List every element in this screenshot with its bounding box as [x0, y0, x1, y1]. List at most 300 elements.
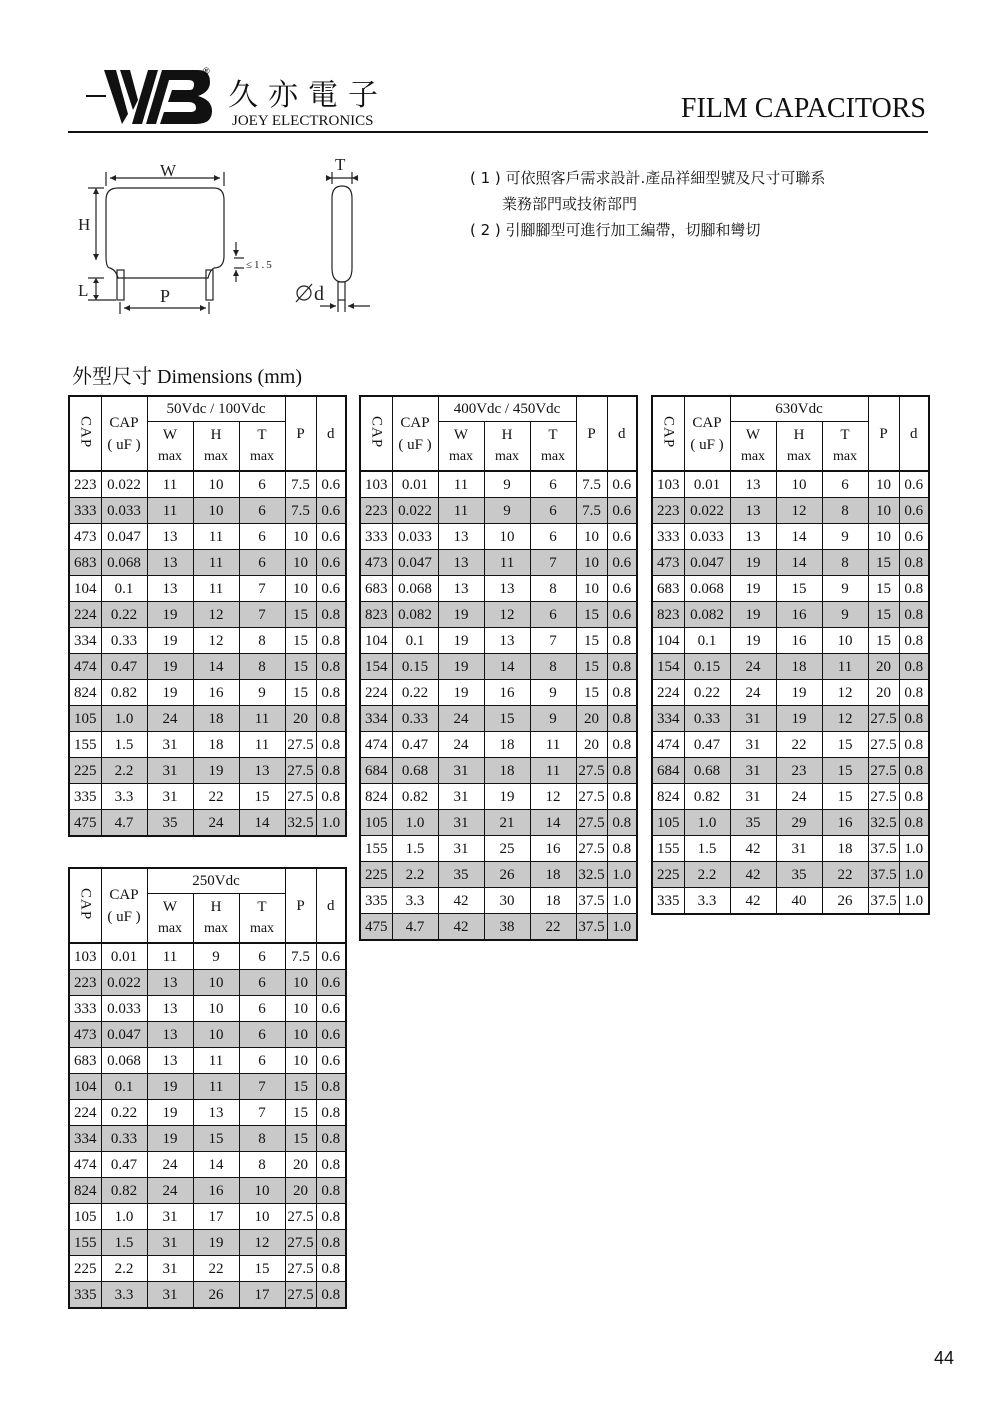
table-row: [652, 471, 929, 498]
cell-thickness: 11: [530, 732, 576, 758]
note-2: ( 2 ) 引腳腳型可進行加工編帶，切腳和彎切: [470, 221, 761, 239]
cell-capacitance: 0.82: [392, 784, 438, 810]
note-1: ( 1 ) 可依照客戶需求設計.產品祥細型號及尺寸可聯系: [470, 169, 826, 187]
cell-pitch: 15: [576, 628, 607, 654]
cell-capacitance: 1.5: [101, 732, 147, 758]
cell-pitch: 32.5: [285, 810, 316, 837]
cell-height: 31: [776, 836, 822, 862]
column-header-t-max: max: [249, 449, 275, 464]
brand-name-english: JOEY ELECTRONICS: [232, 113, 374, 129]
page-number: 44: [933, 1348, 954, 1368]
cell-cap-code: 223: [69, 471, 101, 498]
cell-lead-diameter: 0.6: [899, 498, 929, 524]
cell-lead-diameter: 0.8: [899, 654, 929, 680]
cell-capacitance: 0.47: [101, 654, 147, 680]
cell-width: 11: [147, 498, 193, 524]
cell-height: 11: [193, 1074, 239, 1100]
cell-width: 19: [730, 576, 776, 602]
cell-capacitance: 4.7: [101, 810, 147, 837]
cell-lead-diameter: 0.6: [316, 970, 346, 996]
table-row: [360, 758, 637, 784]
voltage-rating: 250Vdc: [147, 868, 285, 894]
cell-capacitance: 0.01: [101, 943, 147, 970]
cell-lead-diameter: 0.6: [316, 1022, 346, 1048]
cell-thickness: 17: [239, 1282, 285, 1309]
cell-thickness: 6: [239, 550, 285, 576]
cell-width: 42: [730, 862, 776, 888]
cell-width: 31: [730, 732, 776, 758]
cell-cap-code: 225: [652, 862, 684, 888]
cell-capacitance: 0.033: [101, 498, 147, 524]
table-row: [360, 550, 637, 576]
column-header-t-label: T: [840, 427, 850, 443]
cell-capacitance: 0.01: [392, 471, 438, 498]
cell-cap-code: 473: [360, 550, 392, 576]
cell-height: 18: [776, 654, 822, 680]
cell-width: 31: [147, 1230, 193, 1256]
brand-name-chinese: 久亦電子: [228, 78, 388, 113]
cell-width: 13: [147, 996, 193, 1022]
cell-height: 14: [193, 654, 239, 680]
label-d: d: [314, 283, 324, 305]
cell-lead-diameter: 0.8: [316, 1256, 346, 1282]
cell-width: 13: [147, 970, 193, 996]
cell-width: 19: [438, 602, 484, 628]
cell-capacitance: 0.1: [684, 628, 730, 654]
cell-pitch: 15: [576, 602, 607, 628]
cell-height: 12: [776, 498, 822, 524]
cell-cap-code: 474: [69, 1152, 101, 1178]
cell-width: 19: [147, 602, 193, 628]
cell-cap-code: 333: [69, 996, 101, 1022]
cell-capacitance: 0.33: [392, 706, 438, 732]
table-row: [360, 914, 637, 941]
column-header-d: d: [316, 868, 346, 943]
cell-pitch: 20: [285, 706, 316, 732]
cell-capacitance: 0.033: [684, 524, 730, 550]
cell-thickness: 9: [822, 524, 868, 550]
cell-cap-code: 683: [360, 576, 392, 602]
cell-pitch: 10: [868, 471, 899, 498]
cell-cap-code: 824: [652, 784, 684, 810]
cell-lead-diameter: 0.8: [899, 758, 929, 784]
cell-thickness: 6: [530, 471, 576, 498]
cell-cap-code: 333: [360, 524, 392, 550]
company-logo: [86, 64, 214, 128]
cell-pitch: 20: [576, 706, 607, 732]
table-row: [69, 498, 346, 524]
cell-pitch: 27.5: [285, 1230, 316, 1256]
cell-width: 35: [147, 810, 193, 837]
cell-lead-diameter: 1.0: [607, 862, 637, 888]
cell-pitch: 37.5: [868, 862, 899, 888]
cell-pitch: 10: [285, 996, 316, 1022]
cell-height: 22: [193, 784, 239, 810]
cell-capacitance: 0.047: [101, 1022, 147, 1048]
cell-cap-code: 473: [69, 524, 101, 550]
cell-cap-code: 104: [69, 576, 101, 602]
cell-thickness: 6: [822, 471, 868, 498]
cell-thickness: 9: [530, 680, 576, 706]
cell-thickness: 12: [239, 1230, 285, 1256]
column-header-p: P: [285, 396, 316, 471]
cell-thickness: 7: [530, 550, 576, 576]
cell-height: 19: [484, 784, 530, 810]
cell-lead-diameter: 1.0: [899, 836, 929, 862]
table-row: [69, 602, 346, 628]
cell-capacitance: 0.22: [101, 1100, 147, 1126]
cell-capacitance: 0.033: [101, 996, 147, 1022]
cell-thickness: 6: [239, 524, 285, 550]
column-header-t-label: T: [257, 899, 267, 915]
cell-width: 19: [147, 680, 193, 706]
column-header-h-label: H: [210, 427, 222, 443]
cell-cap-code: 104: [652, 628, 684, 654]
cell-pitch: 27.5: [576, 810, 607, 836]
table-row: [360, 471, 637, 498]
cell-lead-diameter: 0.8: [316, 1074, 346, 1100]
label-l: L: [78, 281, 89, 300]
cell-cap-code: 684: [360, 758, 392, 784]
cell-pitch: 27.5: [868, 706, 899, 732]
column-header-h: [776, 422, 822, 472]
cell-width: 42: [730, 888, 776, 915]
table-row: [69, 784, 346, 810]
cell-pitch: 37.5: [576, 888, 607, 914]
table-row: [69, 1126, 346, 1152]
cell-width: 11: [438, 471, 484, 498]
cell-height: 40: [776, 888, 822, 915]
registered-mark: ®: [203, 66, 210, 76]
column-header-t: [530, 422, 576, 472]
cell-cap-code: 103: [360, 471, 392, 498]
cell-capacitance: 0.022: [392, 498, 438, 524]
cell-cap-code: 475: [360, 914, 392, 941]
capacitance-label: CAP: [400, 414, 430, 431]
cell-cap-code: 225: [360, 862, 392, 888]
cell-thickness: 9: [822, 576, 868, 602]
capacitance-label: CAP: [109, 886, 139, 903]
cell-pitch: 37.5: [868, 888, 899, 915]
cell-capacitance: 0.68: [684, 758, 730, 784]
cell-capacitance: 0.22: [392, 680, 438, 706]
cell-thickness: 15: [822, 758, 868, 784]
table-row: [69, 1282, 346, 1309]
cell-capacitance: 0.082: [392, 602, 438, 628]
cell-thickness: 8: [239, 654, 285, 680]
cell-thickness: 9: [239, 680, 285, 706]
cell-height: 10: [193, 498, 239, 524]
cell-height: 10: [193, 1022, 239, 1048]
cell-cap-code: 105: [69, 706, 101, 732]
cell-pitch: 27.5: [285, 732, 316, 758]
cell-capacitance: 0.47: [101, 1152, 147, 1178]
label-lead-length: ≤1.5: [246, 259, 274, 271]
cell-capacitance: 1.5: [392, 836, 438, 862]
section-title-english: Dimensions (mm): [157, 366, 302, 388]
column-header-capacitance: [684, 396, 730, 471]
column-header-w-label: W: [745, 427, 761, 443]
cell-height: 11: [193, 576, 239, 602]
cell-pitch: 15: [285, 602, 316, 628]
cell-height: 19: [776, 706, 822, 732]
table-row: [69, 706, 346, 732]
cell-capacitance: 0.068: [101, 1048, 147, 1074]
cell-thickness: 9: [822, 602, 868, 628]
cell-height: 22: [193, 1256, 239, 1282]
cell-capacitance: 2.2: [684, 862, 730, 888]
cell-capacitance: 2.2: [101, 758, 147, 784]
cell-height: 14: [193, 1152, 239, 1178]
cell-cap-code: 334: [652, 706, 684, 732]
column-header-p: P: [576, 396, 607, 471]
column-header-w-max: max: [448, 449, 474, 464]
column-header-capacitance: [101, 868, 147, 943]
cell-capacitance: 0.47: [684, 732, 730, 758]
cell-width: 24: [730, 654, 776, 680]
table-row: [360, 836, 637, 862]
cell-capacitance: 3.3: [101, 784, 147, 810]
column-header-d: d: [316, 396, 346, 471]
table-row: [69, 550, 346, 576]
label-t: T: [335, 155, 346, 174]
cell-capacitance: 1.0: [684, 810, 730, 836]
cell-width: 31: [730, 706, 776, 732]
cell-lead-diameter: 0.8: [899, 628, 929, 654]
table-row: [652, 732, 929, 758]
cell-height: 11: [193, 550, 239, 576]
cell-pitch: 20: [868, 680, 899, 706]
cell-width: 13: [147, 576, 193, 602]
cell-height: 13: [193, 1100, 239, 1126]
cell-pitch: 10: [285, 550, 316, 576]
cell-width: 13: [730, 498, 776, 524]
cell-pitch: 15: [285, 654, 316, 680]
cell-thickness: 14: [239, 810, 285, 837]
cell-cap-code: 474: [360, 732, 392, 758]
table-row: [652, 550, 929, 576]
cell-height: 11: [484, 550, 530, 576]
column-header-cap-code-label: CAP: [660, 415, 677, 449]
cell-height: 16: [484, 680, 530, 706]
table-row: [69, 576, 346, 602]
column-header-w: [730, 422, 776, 472]
cell-lead-diameter: 0.8: [316, 1204, 346, 1230]
table-row: [652, 498, 929, 524]
cell-lead-diameter: 0.8: [316, 1230, 346, 1256]
cell-lead-diameter: 0.8: [607, 628, 637, 654]
cell-width: 13: [438, 550, 484, 576]
cell-pitch: 27.5: [285, 1256, 316, 1282]
cell-capacitance: 0.68: [392, 758, 438, 784]
cell-pitch: 10: [285, 576, 316, 602]
table-row: [69, 471, 346, 498]
table-row: [360, 862, 637, 888]
table-row: [69, 996, 346, 1022]
column-header-h-max: max: [494, 449, 520, 464]
cell-thickness: 7: [530, 628, 576, 654]
cell-cap-code: 103: [69, 943, 101, 970]
column-header-cap-code: [360, 396, 392, 471]
column-header-w-label: W: [162, 427, 178, 443]
cell-width: 13: [730, 524, 776, 550]
cell-width: 31: [438, 836, 484, 862]
cell-pitch: 27.5: [868, 758, 899, 784]
cell-height: 16: [776, 628, 822, 654]
cell-width: 19: [438, 628, 484, 654]
voltage-rating: 400Vdc / 450Vdc: [438, 396, 576, 422]
cell-width: 19: [147, 1074, 193, 1100]
cell-height: 11: [193, 1048, 239, 1074]
cell-cap-code: 473: [652, 550, 684, 576]
cell-width: 13: [438, 576, 484, 602]
cell-capacitance: 3.3: [101, 1282, 147, 1309]
table-row: [652, 810, 929, 836]
column-header-cap-code: [652, 396, 684, 471]
cell-thickness: 7: [239, 602, 285, 628]
cell-pitch: 20: [285, 1152, 316, 1178]
cell-thickness: 16: [822, 810, 868, 836]
cell-lead-diameter: 1.0: [607, 888, 637, 914]
cell-pitch: 27.5: [868, 784, 899, 810]
cell-capacitance: 0.82: [101, 680, 147, 706]
cell-thickness: 11: [239, 732, 285, 758]
cell-capacitance: 1.5: [684, 836, 730, 862]
column-header-w: [147, 894, 193, 944]
cell-capacitance: 0.022: [101, 471, 147, 498]
cell-lead-diameter: 0.6: [316, 471, 346, 498]
cell-pitch: 37.5: [576, 914, 607, 941]
cell-cap-code: 335: [69, 1282, 101, 1309]
table-row: [652, 706, 929, 732]
cell-pitch: 15: [285, 1074, 316, 1100]
table-row: [69, 628, 346, 654]
cell-lead-diameter: 1.0: [316, 810, 346, 837]
cell-pitch: 7.5: [285, 498, 316, 524]
cell-thickness: 6: [239, 970, 285, 996]
column-header-capacitance: [101, 396, 147, 471]
cell-height: 15: [193, 1126, 239, 1152]
column-header-cap-code-label: CAP: [368, 415, 385, 449]
cell-pitch: 7.5: [576, 498, 607, 524]
cell-height: 9: [484, 471, 530, 498]
cell-lead-diameter: 0.8: [316, 654, 346, 680]
cell-height: 19: [193, 1230, 239, 1256]
cell-lead-diameter: 0.6: [607, 576, 637, 602]
cell-pitch: 32.5: [868, 810, 899, 836]
cell-width: 19: [147, 654, 193, 680]
table-row: [360, 576, 637, 602]
cell-pitch: 15: [576, 680, 607, 706]
cell-pitch: 10: [868, 524, 899, 550]
table-row: [360, 784, 637, 810]
cell-width: 13: [147, 550, 193, 576]
cell-pitch: 20: [576, 732, 607, 758]
cell-height: 19: [193, 758, 239, 784]
cell-thickness: 6: [239, 1022, 285, 1048]
cell-capacitance: 1.0: [101, 1204, 147, 1230]
cell-width: 31: [147, 1256, 193, 1282]
cell-height: 38: [484, 914, 530, 941]
cell-capacitance: 0.33: [101, 628, 147, 654]
cell-width: 19: [147, 1100, 193, 1126]
label-h: H: [78, 215, 91, 234]
cell-lead-diameter: 0.8: [316, 1126, 346, 1152]
cell-pitch: 32.5: [576, 862, 607, 888]
cell-capacitance: 0.068: [684, 576, 730, 602]
cell-width: 24: [147, 1178, 193, 1204]
table-row: [69, 732, 346, 758]
cell-cap-code: 154: [652, 654, 684, 680]
cell-pitch: 7.5: [576, 471, 607, 498]
table-row: [360, 654, 637, 680]
column-header-capacitance: [392, 396, 438, 471]
cell-thickness: 11: [530, 758, 576, 784]
column-header-w-label: W: [162, 899, 178, 915]
cell-cap-code: 683: [652, 576, 684, 602]
column-header-t: [239, 894, 285, 944]
cell-lead-diameter: 0.6: [607, 498, 637, 524]
cell-height: 10: [776, 471, 822, 498]
cell-thickness: 6: [239, 498, 285, 524]
cell-height: 9: [193, 943, 239, 970]
cell-capacitance: 0.047: [684, 550, 730, 576]
cell-width: 19: [438, 680, 484, 706]
column-header-d: d: [607, 396, 637, 471]
cell-width: 35: [438, 862, 484, 888]
cell-capacitance: 0.22: [684, 680, 730, 706]
column-header-t-max: max: [540, 449, 566, 464]
dimension-table-250vdc: [68, 867, 347, 1309]
cell-capacitance: 0.047: [392, 550, 438, 576]
cell-lead-diameter: 0.8: [899, 784, 929, 810]
cell-thickness: 8: [822, 550, 868, 576]
cell-width: 35: [730, 810, 776, 836]
column-header-w: [147, 422, 193, 472]
cell-width: 19: [730, 628, 776, 654]
cell-height: 13: [484, 628, 530, 654]
cell-cap-code: 684: [652, 758, 684, 784]
cell-cap-code: 105: [360, 810, 392, 836]
cell-height: 12: [193, 628, 239, 654]
cell-cap-code: 334: [69, 628, 101, 654]
label-p: P: [160, 286, 171, 306]
cell-height: 18: [193, 706, 239, 732]
cell-capacitance: 2.2: [392, 862, 438, 888]
cell-capacitance: 0.15: [684, 654, 730, 680]
cell-capacitance: 3.3: [392, 888, 438, 914]
table-row: [652, 628, 929, 654]
cell-height: 12: [193, 602, 239, 628]
cell-lead-diameter: 0.6: [316, 498, 346, 524]
column-header-t-max: max: [832, 449, 858, 464]
capacitor-side-outline: [332, 186, 352, 282]
cell-lead-diameter: 0.6: [316, 524, 346, 550]
cell-capacitance: 0.068: [101, 550, 147, 576]
column-header-w-label: W: [453, 427, 469, 443]
section-title: [72, 360, 302, 389]
cell-thickness: 6: [239, 1048, 285, 1074]
cell-height: 10: [193, 970, 239, 996]
cell-cap-code: 225: [69, 1256, 101, 1282]
table-row: [360, 498, 637, 524]
cell-lead-diameter: 0.6: [607, 602, 637, 628]
cell-capacitance: 0.022: [101, 970, 147, 996]
table-row: [69, 654, 346, 680]
cell-lead-diameter: 0.6: [316, 943, 346, 970]
cell-cap-code: 154: [360, 654, 392, 680]
cell-capacitance: 0.33: [684, 706, 730, 732]
